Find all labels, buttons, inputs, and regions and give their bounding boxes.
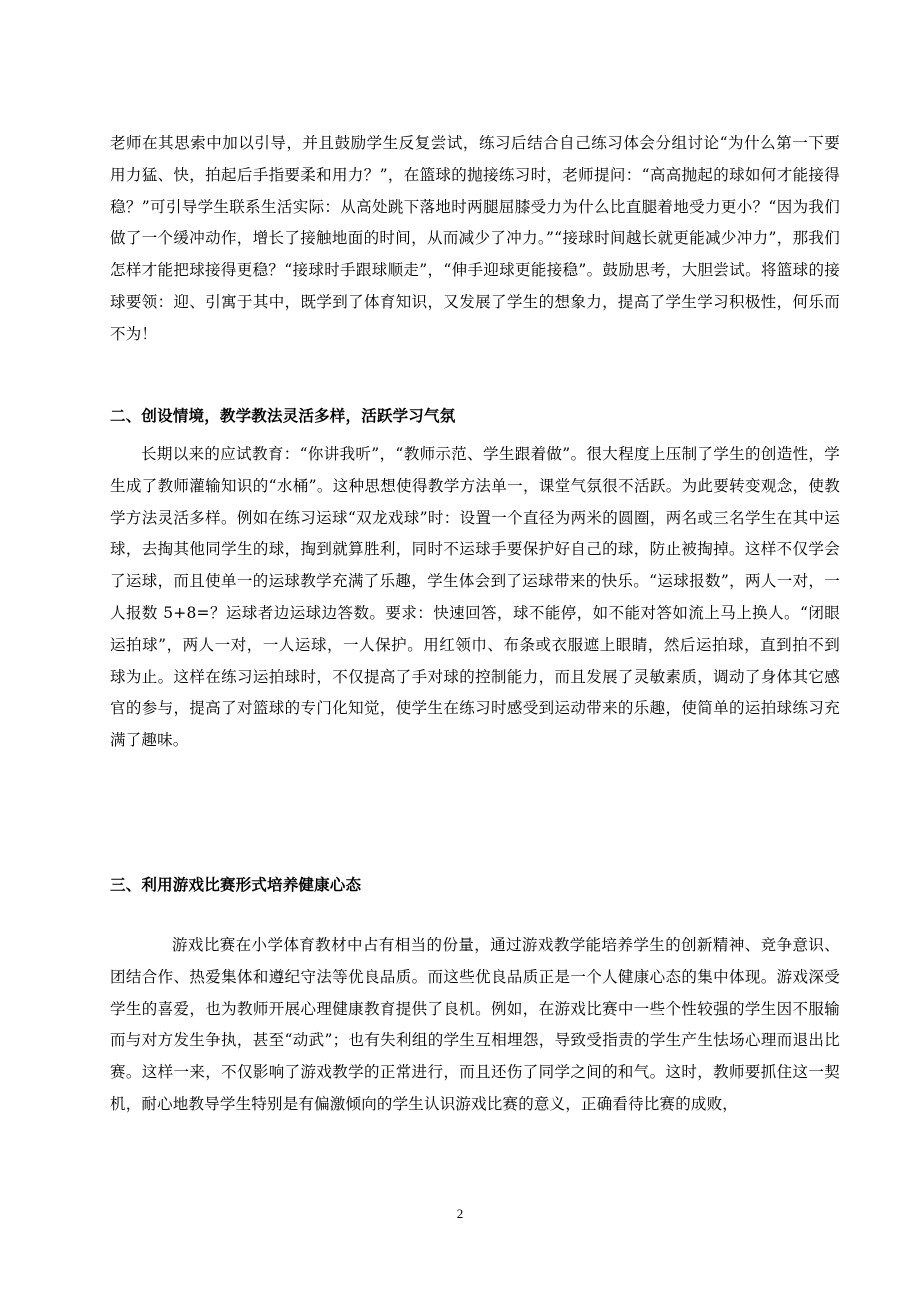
paragraph-continuation: 老师在其思索中加以引导，并且鼓励学生反复尝试，练习后结合自己练习体会分组讨论“为什么第一下要用力猛、快，拍起后手指要柔和用力？”，在篮球的抛接练习时，老师提问：“高高抛起的球如何才能接得稳？”可引导学生联系生活实际：从高处跳下落地时两腿屈膝受力为什么比直腿着地受力更小？“因为我们做了一个缓冲动作，增长了接触地面的时间，从而减少了冲力。”“接球时间越长就更能减少冲力”，那我们怎样才能把球接得更稳？“接球时手跟球顺走”，“伸手迎球更能接稳”。鼓励思考，大胆尝试。将篮球的接球要领：迎、引寓于其中，既学到了体育知识，又发展了学生的想象力，提高了学生学习积极性，何乐而不为！ <box>110 134 840 343</box>
paragraph-section-3: 游戏比赛在小学体育教材中占有相当的份量，通过游戏教学能培养学生的创新精神、竞争意识、团结合作、热爱集体和遵纪守法等优良品质。而这些优良品质正是一个人健康心态的集中体现。游戏深受学生的喜爱，也为教师开展心理健康教育提供了良机。例如，在游戏比赛中一些个性较强的学生因不服输而与对方发生争执，甚至“动武”；也有失利组的学生互相埋怨，导致受指责的学生产生怯场心理而退出比赛。这样一来，不仅影响了游戏教学的正常进行，而且还伤了同学之间的和气。这时，教师要抓住这一契机，耐心地教导学生特别是有偏激倾向的学生认识游戏比赛的意义，正确看待比赛的成败， <box>110 936 840 1113</box>
section-heading-2: 二、创设情境，教学教法灵活多样，活跃学习气氛 <box>110 406 456 425</box>
section-heading-3: 三、利用游戏比赛形式培养健康心态 <box>110 875 362 894</box>
paragraph-section-2: 长期以来的应试教育：“你讲我听”，“教师示范、学生跟着做”。很大程度上压制了学生的创造性，学生成了教师灌输知识的“水桶”。这种思想使得教学方法单一，课堂气氛很不活跃。为此要转变观念，使教学方法灵活多样。例如在练习运球“双龙戏球”时：设置一个直径为两米的圆圈，两名或三名学生在其中运球，去掏其他同学生的球，掏到就算胜利，同时不运球手要保护好自己的球，防止被掏掉。这样不仅学会了运球，而且使单一的运球教学充满了乐趣，学生体会到了运球带来的快乐。“运球报数”，两人一对，一人报数 5+8=？运球者边运球边答数。要求：快速回答，球不能停，如不能对答如流上马上换人。“闭眼运拍球”，两人一对，一人运球，一人保护。用红领巾、布条或衣服遮上眼睛，然后运拍球，直到拍不到球为止。这样在练习运拍球时，不仅提高了手对球的控制能力，而且发展了灵敏素质，调动了身体其它感官的参与，提高了对篮球的专门化知觉，使学生在练习时感受到运动带来的乐趣，使简单的运拍球练习充满了趣味。 <box>110 445 840 750</box>
page-number: 2 <box>456 1206 464 1221</box>
